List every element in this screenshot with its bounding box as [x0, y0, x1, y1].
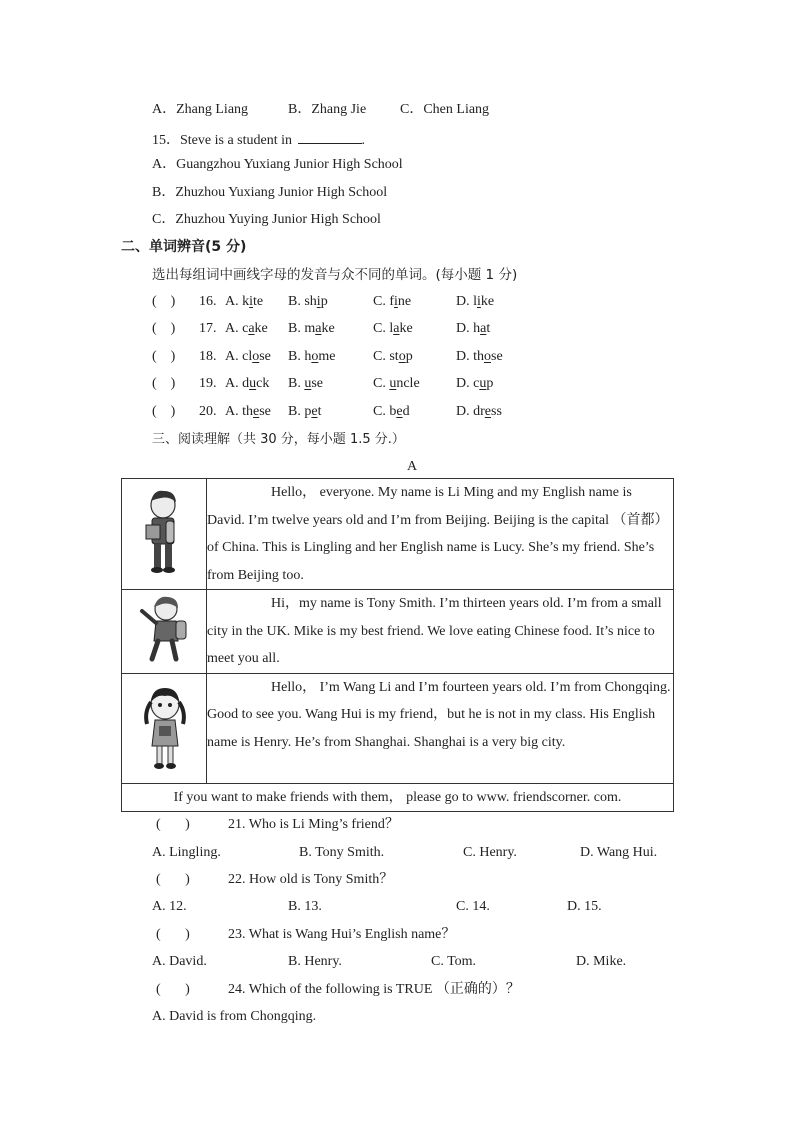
underlined-letter: a	[393, 321, 400, 336]
waving-boy-icon	[136, 595, 194, 665]
boy-cell	[122, 479, 207, 590]
underlined-letter: i	[316, 294, 321, 309]
phonetic-option: A. kite	[225, 294, 264, 309]
underlined-letter: u	[304, 376, 312, 391]
phonetic-option: C. stop	[373, 349, 413, 364]
phonetic-option: D. those	[456, 349, 503, 364]
underlined-letter: e	[311, 404, 318, 419]
question-number: 19.	[199, 376, 217, 391]
underlined-letter: u	[249, 376, 257, 391]
phonetic-option: D. like	[456, 294, 495, 309]
q14-option-b: B．Zhang Jie	[288, 102, 367, 117]
q15-option-b: B．Zhuzhou Yuxiang Junior High School	[152, 185, 388, 200]
question-number: 20.	[199, 404, 217, 419]
passage-text-wang-li: Hello， I’m Wang Li and I’m fourteen years old. I’m from Chongqing. Good to see you. Wang Hui is my friend，but he is not in my class. His English name is Henry. He’s from Shanghai. Shanghai is a very big city.	[207, 679, 671, 750]
q15-option-a: A．Guangzhou Yuxiang Junior High School	[152, 157, 403, 172]
phonetic-option: B. home	[288, 349, 336, 364]
phonetic-option: A. duck	[225, 376, 270, 391]
phonetic-option: C. lake	[373, 321, 413, 336]
waving-boy-cell	[122, 590, 207, 674]
underlined-letter: e	[396, 404, 403, 419]
underlined-letter: e	[484, 404, 491, 419]
answer-option: A. David is from Chongqing.	[152, 1009, 317, 1024]
answer-paren[interactable]: ( )	[152, 321, 176, 336]
phonetic-option: D. cup	[456, 376, 494, 391]
answer-option: D. Wang Hui.	[580, 845, 658, 860]
answer-option: A. Lingling.	[152, 845, 221, 860]
question-number: 16.	[199, 294, 217, 309]
phonetic-option: A. these	[225, 404, 271, 419]
section2-title: 二、单词辨音(5 分)	[121, 239, 247, 255]
question-stem: 23. What is Wang Hui’s English name？	[228, 927, 456, 942]
answer-paren[interactable]: ( )	[156, 927, 190, 942]
answer-option: D. 15.	[567, 899, 602, 914]
answer-option: C. Henry.	[463, 845, 517, 860]
underlined-letter: a	[248, 321, 255, 336]
answer-paren[interactable]: ( )	[152, 349, 176, 364]
q15-stem: 15．Steve is a student in .	[152, 129, 365, 150]
passage-row-3	[207, 673, 674, 783]
passage-footer: If you want to make friends with them， please go to www. friendscorner. com.	[122, 783, 674, 811]
question-number: 17.	[199, 321, 217, 336]
underlined-letter: e	[253, 404, 260, 419]
answer-paren[interactable]: ( )	[156, 872, 190, 887]
section3-title: 三、阅读理解（共 30 分，每小题 1.5 分.）	[152, 432, 405, 447]
passage-text-tony-smith: Hi，my name is Tony Smith. I’m thirteen years old. I’m from a small city in the UK. Mike is my best friend. We love eating Chinese food. It’s nice to meet you all.	[207, 596, 662, 666]
underlined-letter: o	[311, 349, 319, 364]
section2-instruction: 选出每组词中画线字母的发音与众不同的单词。(每小题 1 分)	[152, 267, 518, 283]
answer-option: A. David.	[152, 954, 207, 969]
answer-paren[interactable]: ( )	[156, 817, 190, 832]
passage-text-li-ming: Hello， everyone. My name is Li Ming and my English name is David. I’m twelve years old and I’m from Beijing. Beijing is the capital （首都） of China. This is Lingling and her English name is Lucy. She’s my friend. She’s from Beijing too.	[207, 485, 669, 583]
underlined-letter: i	[477, 294, 481, 309]
q14-option-a: A．Zhang Liang	[152, 102, 249, 117]
answer-paren[interactable]: ( )	[152, 404, 176, 419]
answer-option: B. Tony Smith.	[299, 845, 385, 860]
q15-option-c: C．Zhuzhou Yuying Junior High School	[152, 212, 381, 227]
question-stem: 22. How old is Tony Smith？	[228, 872, 394, 887]
underlined-letter: o	[398, 349, 406, 364]
question-stem: 24. Which of the following is TRUE （正确的）？	[228, 982, 520, 997]
q14-option-c: C．Chen Liang	[400, 102, 490, 117]
underlined-letter: o	[484, 349, 491, 364]
phonetic-option: B. ship	[288, 294, 328, 309]
boy-with-books-icon	[136, 487, 192, 577]
phonetic-option: C. uncle	[373, 376, 420, 391]
question-number: 18.	[199, 349, 217, 364]
passage-row-1	[207, 479, 674, 590]
answer-paren[interactable]: ( )	[156, 982, 190, 997]
girl-with-pigtails-icon	[138, 684, 194, 774]
answer-option: B. Henry.	[288, 954, 342, 969]
underlined-letter: u	[389, 376, 397, 391]
passage-row-2	[207, 590, 674, 674]
answer-option: D. Mike.	[576, 954, 627, 969]
answer-paren[interactable]: ( )	[152, 376, 176, 391]
phonetic-option: A. cake	[225, 321, 268, 336]
underlined-letter: a	[480, 321, 487, 336]
q15-answer-blank[interactable]	[298, 129, 362, 144]
underlined-letter: u	[479, 376, 487, 391]
answer-paren[interactable]: ( )	[152, 294, 176, 309]
underlined-letter: o	[252, 349, 260, 364]
underlined-letter: i	[394, 294, 398, 309]
phonetic-option: A. close	[225, 349, 271, 364]
answer-option: C. 14.	[456, 899, 490, 914]
answer-option: A. 12.	[152, 899, 187, 914]
phonetic-option: C. fine	[373, 294, 412, 309]
underlined-letter: i	[249, 294, 254, 309]
q15-stem-text: 15．Steve is a student in	[152, 133, 292, 148]
phonetic-option: B. use	[288, 376, 324, 391]
reading-passage-table	[121, 478, 674, 812]
question-stem: 21. Who is Li Ming’s friend？	[228, 817, 399, 832]
answer-option: B. 13.	[288, 899, 322, 914]
girl-cell	[122, 673, 207, 783]
phonetic-option: D. hat	[456, 321, 491, 336]
underlined-letter: a	[315, 321, 322, 336]
answer-option: C. Tom.	[431, 954, 477, 969]
passage-label: A	[407, 459, 418, 474]
phonetic-option: B. make	[288, 321, 335, 336]
phonetic-option: B. pet	[288, 404, 322, 419]
phonetic-option: D. dress	[456, 404, 502, 419]
phonetic-option: C. bed	[373, 404, 410, 419]
